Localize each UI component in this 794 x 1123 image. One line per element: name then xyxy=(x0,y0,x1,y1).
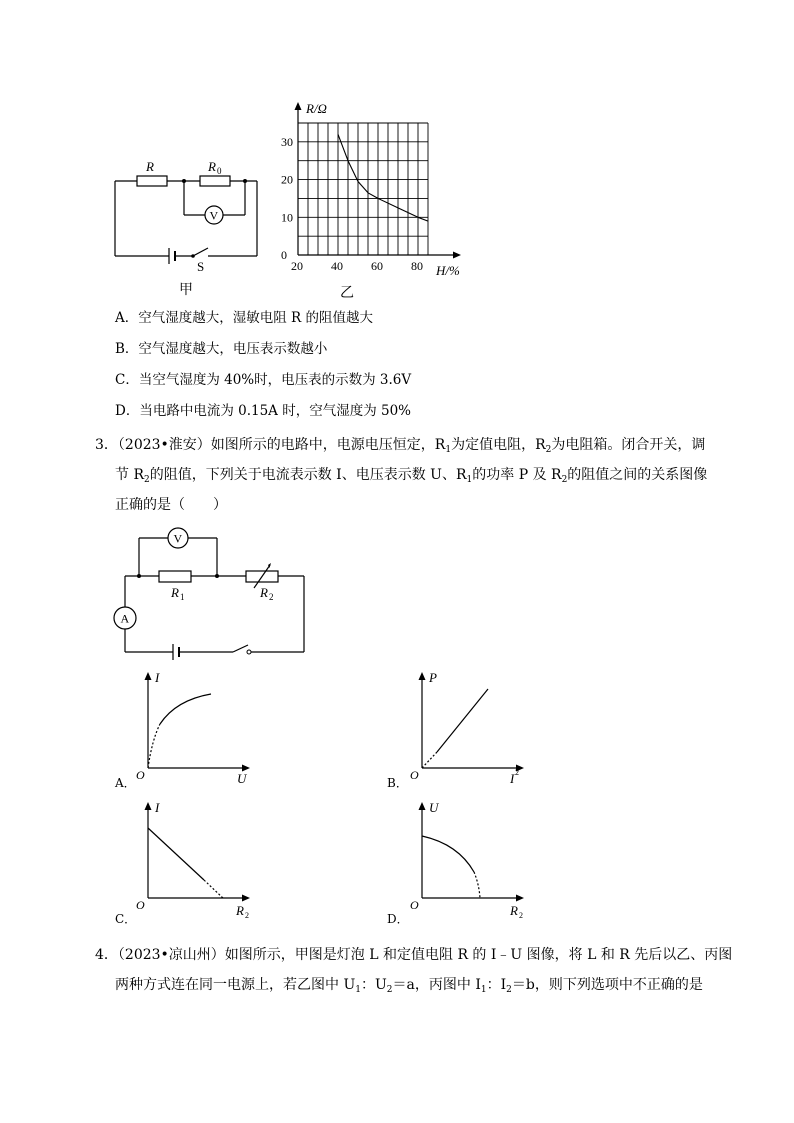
chart-r-vs-h xyxy=(276,95,486,305)
graph-b-x-superscript: 2 xyxy=(515,768,519,777)
q2-option-a: A．空气湿度越大，湿敏电阻 R 的阻值越大 xyxy=(115,310,373,326)
graph-d-option-label: D． xyxy=(387,912,409,926)
chart-y-axis-label: R/Ω xyxy=(306,101,327,116)
q2-option-c: C．当空气湿度为 40%时，电压表的示数为 3.6V xyxy=(115,372,412,388)
graph-option-b xyxy=(386,664,536,794)
y-axis-arrow-icon xyxy=(145,672,152,680)
circuit-q3 xyxy=(105,522,315,662)
ammeter-icon: A xyxy=(120,611,130,626)
q4-line-1: 4．（2023•凉山州）如图所示，甲图是灯泡 L 和定值电阻 R 的 I﹣U 图像，将 L 和 R 先后以乙、丙图 xyxy=(95,947,733,963)
graph-d-x-label: R xyxy=(510,903,518,918)
chart-y-arrow-icon xyxy=(295,102,302,110)
x-axis-arrow-icon xyxy=(242,895,250,902)
resistor-r1-subscript: 1 xyxy=(180,592,185,602)
chart-y-tick-label: 0 xyxy=(281,248,287,262)
figure-yi-caption: 乙 xyxy=(340,286,354,301)
resistor-r0-label: R xyxy=(208,159,216,174)
resistor-r-label: R xyxy=(146,159,154,174)
q2-option-d: D．当电路中电流为 0.15A 时，空气湿度为 50% xyxy=(115,403,412,419)
graph-c-origin: O xyxy=(136,898,145,912)
resistor-r1-label: R xyxy=(171,585,179,600)
y-axis-arrow-icon xyxy=(419,672,426,680)
chart-x-tick-label: 20 xyxy=(291,259,303,273)
graph-c-option-label: C． xyxy=(115,912,137,926)
chart-y-tick-label: 30 xyxy=(281,134,293,149)
figure-jia-caption: 甲 xyxy=(179,283,193,298)
chart-x-tick-label: 80 xyxy=(411,259,423,273)
graph-option-d xyxy=(386,794,536,924)
switch-label: S xyxy=(197,259,205,274)
voltmeter-icon: V xyxy=(173,531,183,546)
graph-a-option-label: A． xyxy=(115,776,136,790)
chart-series-line xyxy=(338,134,428,221)
graph-b-y-label: P xyxy=(429,670,437,685)
graph-option-c xyxy=(112,794,262,924)
graph-d-origin: O xyxy=(410,898,419,912)
graph-b-option-label: B． xyxy=(387,776,408,790)
graph-d-x-subscript: 2 xyxy=(519,911,523,920)
graph-b-x-label: I xyxy=(510,771,515,786)
chart-x-axis-label: H/% xyxy=(436,263,460,278)
graph-c-y-label: I xyxy=(155,800,160,815)
chart-x-tick-label: 60 xyxy=(371,259,383,273)
q3-line-2: 节 $R_2$的阻值，下列关于电流表示数 I、电压表示数 U、$R_1$的功率 P 及 $R_2$的阻值之间的关系图像 xyxy=(115,467,708,485)
q2-option-b: B．空气湿度越大，电压表示数越小 xyxy=(115,341,328,357)
y-axis-arrow-icon xyxy=(145,802,152,810)
graph-a-y-label: I xyxy=(155,670,160,685)
resistor-r0-subscript: 0 xyxy=(217,166,222,176)
voltmeter-icon: V xyxy=(209,208,219,223)
x-axis-arrow-icon xyxy=(516,895,524,902)
graph-c-x-subscript: 2 xyxy=(245,911,249,920)
resistor-r2-label: R xyxy=(260,585,268,600)
chart-y-tick-label: 20 xyxy=(281,172,293,187)
q3-line-1: 3．（2023•淮安）如图所示的电路中，电源电压恒定，$R_1$为定值电阻，$R_2$为电阻箱。闭合开关，调 xyxy=(95,437,706,455)
graph-a-x-label: U xyxy=(237,771,247,786)
graph-d-y-label: U xyxy=(429,800,439,815)
q3-line-3: 正确的是（ ） xyxy=(115,497,227,513)
graph-b-origin: O xyxy=(410,768,419,782)
q4-line-2: 两种方式连在同一电源上，若乙图中 $U_1$：$U_2=a$，丙图中 $I_1$：$I_2=b$，则下列选项中不正确的是 xyxy=(115,977,703,995)
chart-x-tick-label: 40 xyxy=(331,259,343,273)
chart-y-tick-label: 10 xyxy=(281,210,293,225)
circuit-jia xyxy=(105,150,275,300)
chart-x-arrow-icon xyxy=(453,252,461,259)
y-axis-arrow-icon xyxy=(419,802,426,810)
graph-a-origin: O xyxy=(136,768,145,782)
resistor-r2-subscript: 2 xyxy=(269,592,274,602)
graph-c-x-label: R xyxy=(236,903,244,918)
